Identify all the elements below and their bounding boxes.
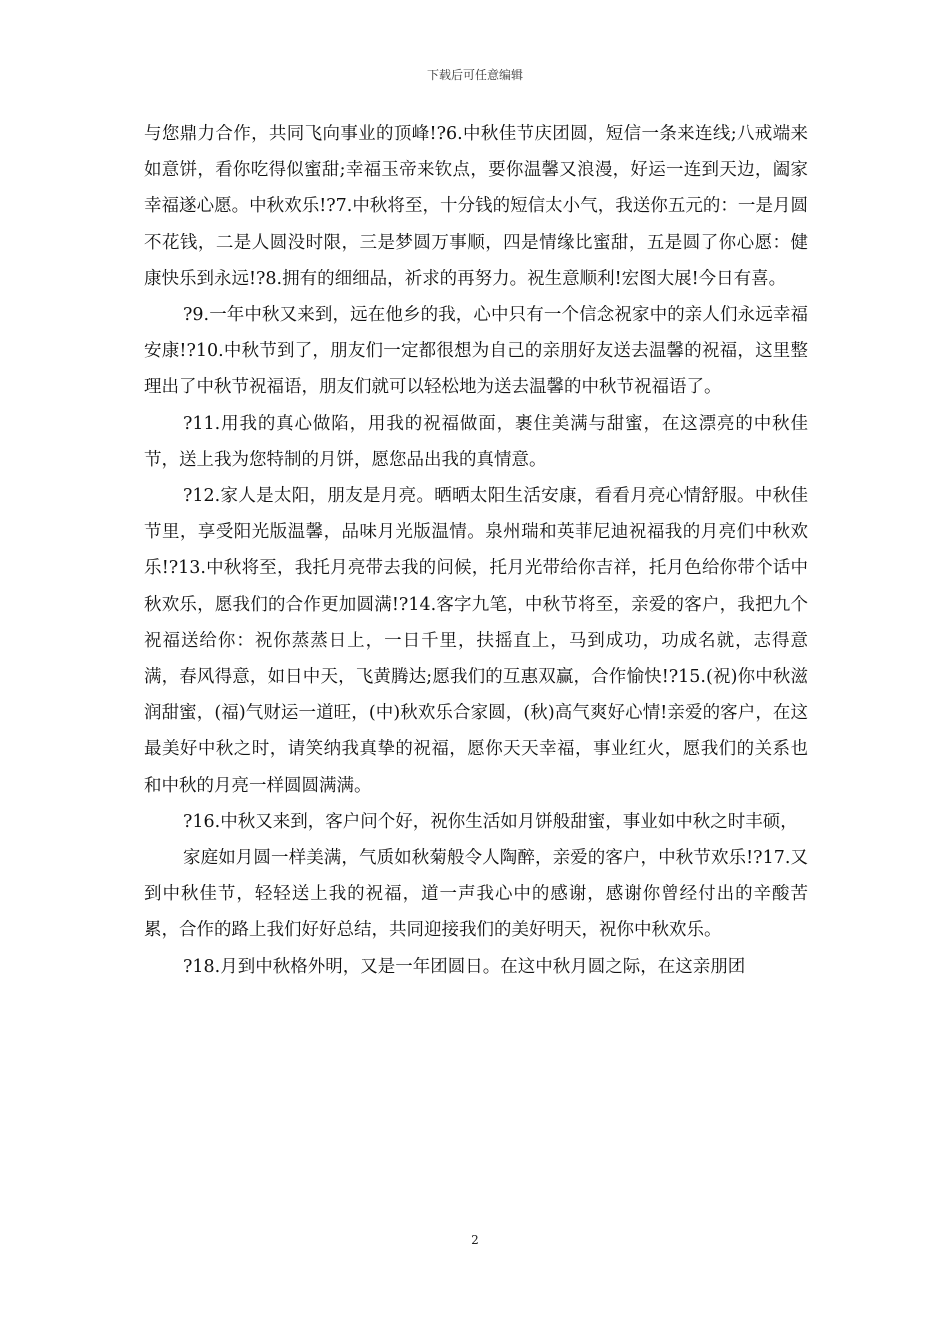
paragraph: ?16.中秋又来到，客户问个好，祝你生活如月饼般甜蜜，事业如中秋之时丰硕， <box>183 811 798 832</box>
paragraph: 家庭如月圆一样美满，气质如秋菊般令人陶醉，亲爱的客户，中秋节欢乐!?17.又到中秋佳节，轻轻送上我的祝福，道一声我心中的感谢，感谢你曾经付出的辛酸苦累，合作的路上我们好好总结，共同迎接我们的美好明天，祝你中秋欢乐。 <box>144 848 808 941</box>
paragraph: ?11.用我的真心做陷，用我的祝福做面，裹住美满与甜蜜，在这漂亮的中秋佳节，送上我为您特制的月饼，愿您品出我的真情意。 <box>144 413 808 470</box>
paragraph: ?18.月到中秋格外明，又是一年团圆日。在这中秋月圆之际，在这亲朋团 <box>183 956 746 977</box>
page-header: 下载后可任意编辑 <box>426 68 523 82</box>
paragraph: ?12.家人是太阳，朋友是月亮。晒晒太阳生活安康，看看月亮心情舒服。中秋佳节里，享受阳光版温馨，品味月光版温情。泉州瑞和英菲尼迪祝福我的月亮们中秋欢乐!?13.中秋将至，我托月亮带去我的问候，托月光带给你吉祥，托月色给你带个话中秋欢乐，愿我们的合作更加圆满!?14.客字九笔，中秋节将至，亲爱的客户，我把九个祝福送给你：祝你蒸蒸日上，一日千里，扶摇直上，马到成功，功成名就，志得意满，春风得意，如日中天，飞黄腾达;愿我们的互惠双赢，合作愉快!?15.(祝)你中秋滋润甜蜜，(福)气财运一道旺，(中)秋欢乐合家圆，(秋)高气爽好心情!亲爱的客户，在这最美好中秋之时，请笑纳我真挚的祝福，愿你天天幸福，事业红火，愿我们的关系也和中秋的月亮一样圆圆满满。 <box>144 486 808 796</box>
paragraph: ?9.一年中秋又来到，远在他乡的我，心中只有一个信念祝家中的亲人们永远幸福安康!?10.中秋节到了，朋友们一定都很想为自己的亲朋好友送去温馨的祝福，这里整理出了中秋节祝福语，朋友们就可以轻松地为送去温馨的中秋节祝福语了。 <box>144 305 808 398</box>
page-number: 2 <box>471 1233 479 1247</box>
document-body <box>144 116 808 985</box>
paragraph: 与您鼎力合作，共同飞向事业的顶峰!?6.中秋佳节庆团圆，短信一条来连线;八戒端来如意饼，看你吃得似蜜甜;幸福玉帝来钦点，要你温馨又浪漫，好运一连到天边，阖家幸福遂心愿。中秋欢乐!?7.中秋将至，十分钱的短信太小气，我送你五元的：一是月圆不花钱，二是人圆没时限，三是梦圆万事顺，四是情缘比蜜甜，五是圆了你心愿：健康快乐到永远!?8.拥有的细细品，祈求的再努力。祝生意顺利!宏图大展!今日有喜。 <box>144 124 808 289</box>
